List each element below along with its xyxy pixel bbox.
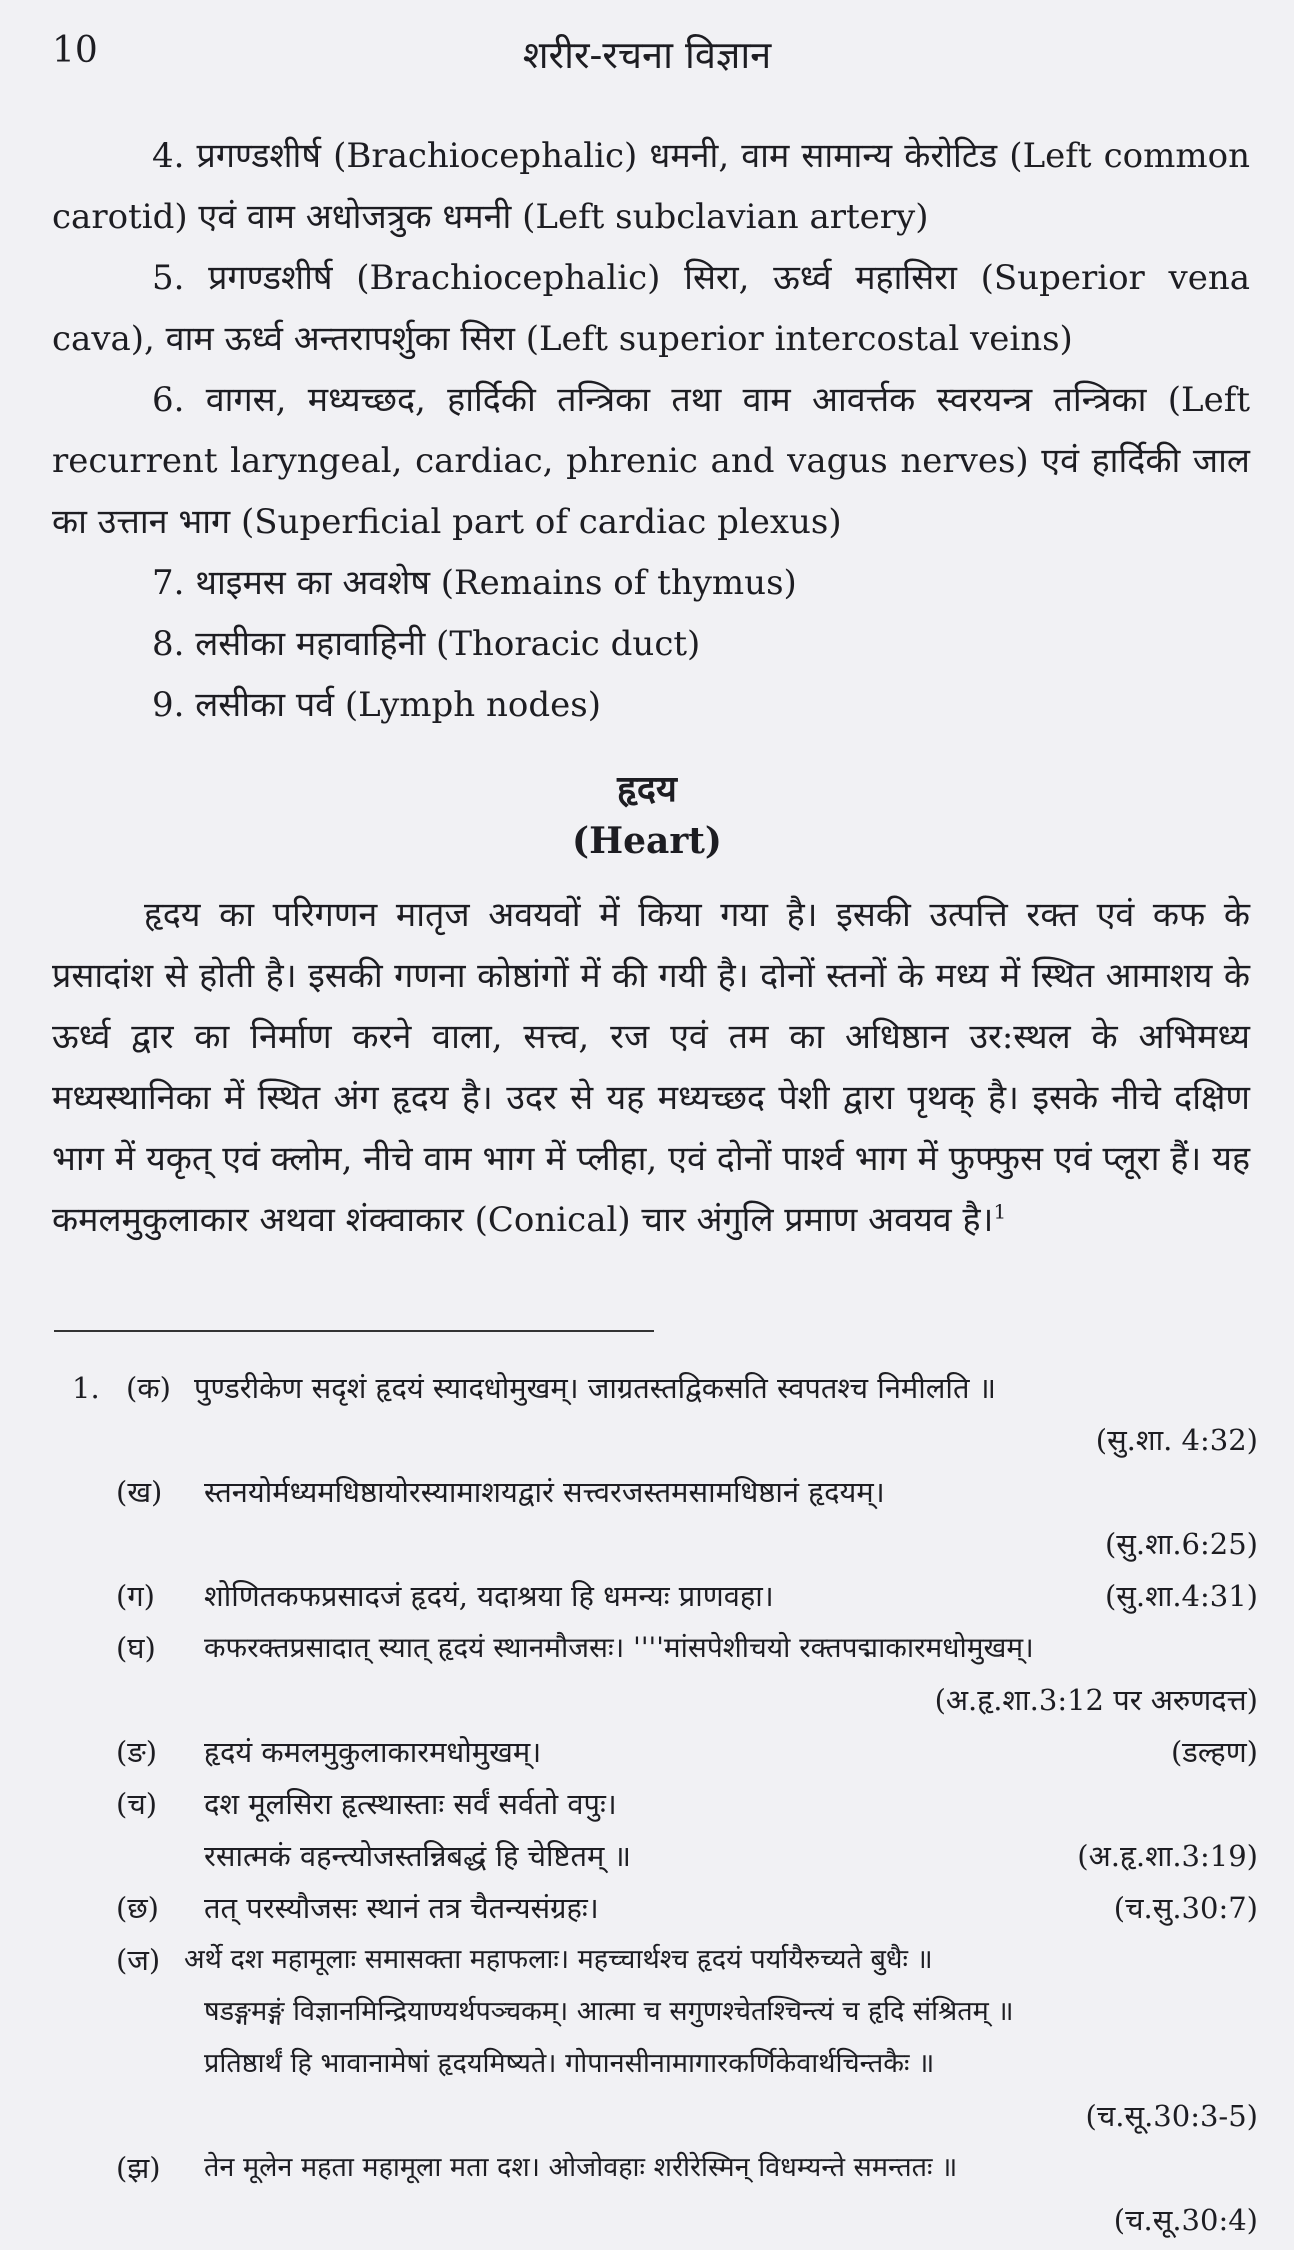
- footnote-ref-row: [54, 2194, 1258, 2246]
- footnote-text: तेन मूलेन महता महामूला मता दश। ओजोवहाः शरीरेस्मिन् विधम्यन्ते समन्ततः ॥: [204, 2152, 958, 2183]
- footnote-marker: 1: [993, 1199, 1007, 1224]
- running-title: शरीर-रचना विज्ञान: [522, 33, 772, 77]
- footnote-text: शोणितकफप्रसादजं हृदयं, यदाश्रया हि धमन्यः प्राणवहा।: [204, 1579, 774, 1613]
- footnote-text: प्रतिष्ठार्थं हि भावानामेषां हृदयमिष्यते। गोपानसीनामागारकर्णिकेवार्थचिन्तकैः ॥: [204, 2048, 935, 2079]
- footnote-number: 1.: [72, 1371, 100, 1405]
- artery-vein-list: [52, 126, 1250, 736]
- footnote-cha: [54, 1778, 1258, 1830]
- footnote-text: तत् परस्यौजसः स्थानं तत्र चैतन्यसंग्रहः।: [204, 1891, 599, 1925]
- footnote-reference: (सु.शा.4:31): [1104, 1579, 1258, 1613]
- footnote-label: (ङ): [116, 1735, 158, 1769]
- footnote-divider: [54, 1330, 654, 1332]
- footnote-label: (क): [126, 1371, 171, 1405]
- footnote-jha: [54, 2142, 1258, 2194]
- footnote-ref-row: [54, 1518, 1258, 1570]
- footnote-ref-row: [54, 2090, 1258, 2142]
- footnote-ja-cont: [54, 1986, 1258, 2038]
- footnote-text: अर्थे दश महामूलाः समासक्ता महाफलाः। महच्चार्थश्च हृदयं पर्यायैरुच्यते बुधैः ॥: [184, 1944, 933, 1975]
- footnote-kha: [54, 1466, 1258, 1518]
- footnote-text: पुण्डरीकेण सदृशं हृदयं स्यादधोमुखम्। जाग्रतस्तद्विकसति स्वपतश्च निमीलति ॥: [194, 1371, 997, 1405]
- footnote-label: (ख): [116, 1475, 163, 1509]
- page-number: 10: [52, 30, 98, 71]
- footnote-text: रसात्मकं वहन्त्योजस्तन्निबद्धं हि चेष्टितम् ॥: [204, 1839, 631, 1873]
- footnote-cha-cont: [54, 1830, 1258, 1882]
- footnote-text: स्तनयोर्मध्यमधिष्ठायोरस्यामाशयद्वारं सत्त्वरजस्तमसामधिष्ठानं हृदयम्।: [204, 1475, 885, 1509]
- footnote-label: (ग): [116, 1579, 155, 1613]
- footnote-reference: (च.सु.30:7): [1113, 1891, 1258, 1925]
- footnote-reference: (सु.शा. 4:32): [1095, 1423, 1258, 1457]
- footnote-ref-row: [54, 1674, 1258, 1726]
- footnote-text: दश मूलसिरा हृत्स्थास्ताः सर्वं सर्वतो वपुः।: [204, 1787, 617, 1821]
- footnote-reference: (अ.हृ.शा.3:12 पर अरुणदत्त): [934, 1683, 1258, 1717]
- footnote-chha: [54, 1882, 1258, 1934]
- footnote-reference: (अ.हृ.शा.3:19): [1077, 1839, 1258, 1873]
- footnote-reference: (सु.शा.6:25): [1104, 1527, 1258, 1561]
- footnote-ka: [54, 1362, 1258, 1414]
- footnote-reference: (च.सू.30:4): [1113, 2203, 1258, 2237]
- footnote-reference: (डल्हण): [1170, 1735, 1258, 1769]
- footnote-text: हृदयं कमलमुकुलाकारमधोमुखम्।: [204, 1735, 542, 1769]
- list-item: 9. लसीका पर्व (Lymph nodes): [152, 685, 601, 725]
- footnote-nga: [54, 1726, 1258, 1778]
- footnote-ga: [54, 1570, 1258, 1622]
- list-item: 5. प्रगण्डशीर्ष (Brachiocephalic) सिरा, ऊर्ध्व महासिरा (Superior vena cava), वाम ऊर्ध्व अन्तरापर्शुका सिरा (Left superior intercostal veins): [52, 258, 1250, 359]
- footnote-gha: [54, 1622, 1258, 1674]
- footnote-ja: [54, 1934, 1258, 1986]
- section-heading-hindi: हृदय: [617, 768, 677, 810]
- footnote-label: (घ): [116, 1631, 156, 1665]
- footnote-text: कफरक्तप्रसादात् स्यात् हृदयं स्थानमौजसः। ''''मांसपेशीचयो रक्तपद्माकारमधोमुखम्।: [204, 1631, 1034, 1664]
- heart-paragraph: [52, 885, 1250, 1251]
- footnote-text: षडङ्गमङ्गं विज्ञानमिन्द्रियाण्यर्थपञ्चकम्। आत्मा च सगुणश्चेतश्चिन्त्यं च हृदि संश्रितम् ॥: [204, 1996, 1014, 2027]
- list-item: 8. लसीका महावाहिनी (Thoracic duct): [152, 624, 701, 664]
- footnote-label: (च): [116, 1787, 158, 1821]
- list-item: 6. वागस, मध्यच्छद, हार्दिकी तन्त्रिका तथा वाम आवर्त्तक स्वरयन्त्र तन्त्रिका (Left recurrent laryngeal, cardiac, phrenic and vagus nerves) एवं हार्दिकी जाल का उत्तान भाग (Superficial part of cardiac plexus): [52, 380, 1250, 542]
- footnote-label: (ज): [116, 1943, 161, 1977]
- section-heading-english: (Heart): [572, 820, 722, 862]
- page-header: [52, 24, 1242, 80]
- list-item: 4. प्रगण्डशीर्ष (Brachiocephalic) धमनी, वाम सामान्य केरोटिड (Left common carotid) एवं वाम अधोजत्रुक धमनी (Left subclavian artery): [52, 136, 1250, 237]
- footnote-ja-cont: [54, 2038, 1258, 2090]
- footnote-label: (छ): [116, 1891, 159, 1925]
- footnotes: [54, 1362, 1258, 2246]
- footnote-label: (झ): [116, 2151, 161, 2185]
- list-item: 7. थाइमस का अवशेष (Remains of thymus): [152, 563, 797, 603]
- paragraph-text: हृदय का परिगणन मातृज अवयवों में किया गया है। इसकी उत्पत्ति रक्त एवं कफ के प्रसादांश से होती है। इसकी गणना कोष्ठांगों में की गयी है। दोनों स्तनों के मध्य में स्थित आमाशय के ऊर्ध्व द्वार का निर्माण करने वाला, सत्त्व, रज एवं तम का अधिष्ठान उर:स्थल के अभिमध्य मध्यस्थानिका में स्थित अंग हृदय है। उदर से यह मध्यच्छद पेशी द्वारा पृथक् है। इसके नीचे दक्षिण भाग में यकृत् एवं क्लोम, नीचे वाम भाग में प्लीहा, एवं दोनों पार्श्व भाग में फुफ्फुस एवं प्लूरा हैं। यह कमलमुकुलाकार अथवा शंक्वाकार (Conical) चार अंगुलि प्रमाण अवयव है।: [52, 895, 1250, 1240]
- footnote-ref-row: [54, 1414, 1258, 1466]
- footnote-reference: (च.सू.30:3-5): [1085, 2099, 1258, 2133]
